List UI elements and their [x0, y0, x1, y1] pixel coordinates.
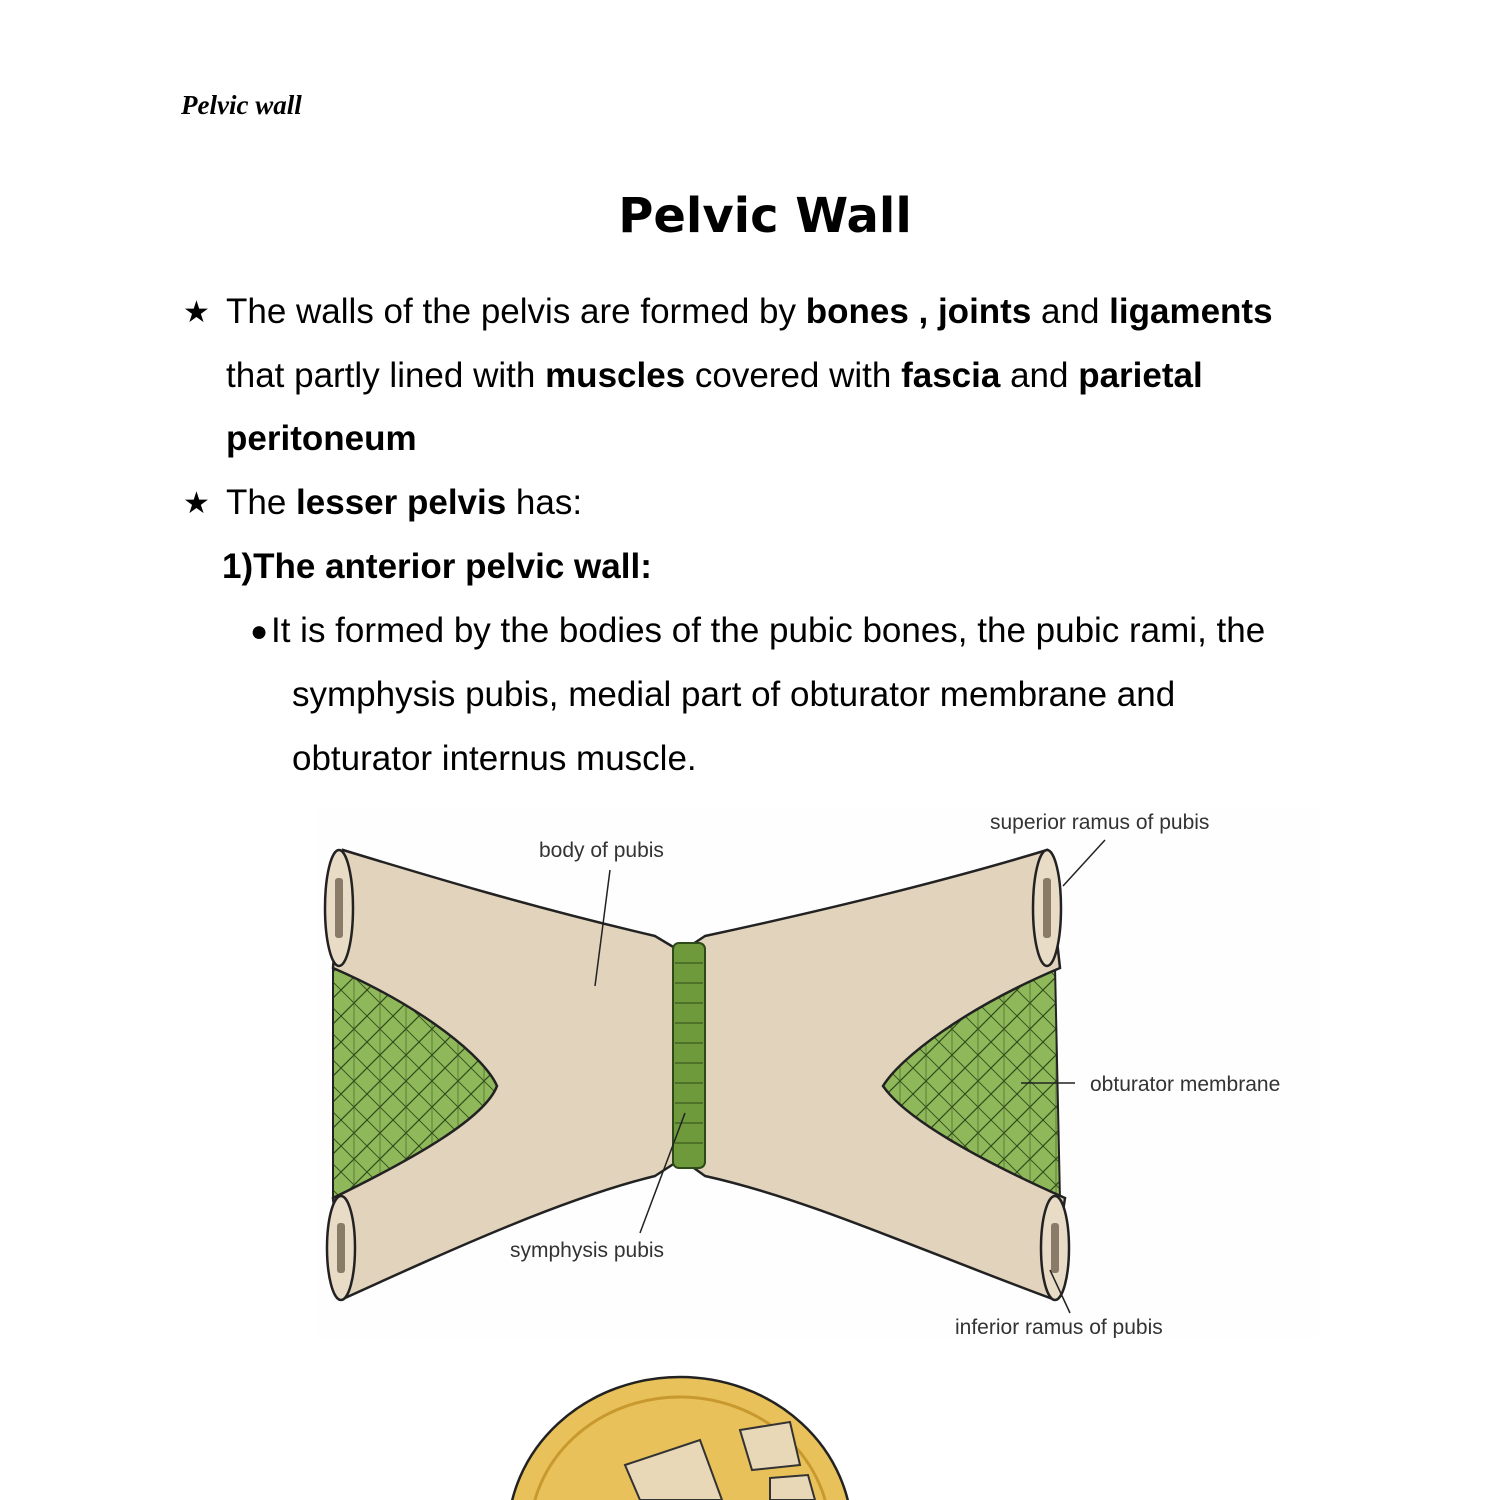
pelvis-section-illustration: [0, 1360, 1500, 1500]
label-obturator-membrane: obturator membrane: [1090, 1073, 1281, 1096]
pubic-bones-figure: [315, 808, 1319, 1338]
text-run: that partly lined with: [226, 356, 546, 395]
running-header: Pelvic wall: [181, 90, 302, 120]
bold-term: fascia: [901, 356, 1001, 395]
text-run: has:: [506, 483, 583, 522]
star-bullet-icon: ★: [183, 487, 210, 520]
bold-term: ligaments: [1109, 292, 1273, 331]
bold-term: parietal: [1078, 356, 1203, 395]
bold-term: bones , joints: [805, 292, 1032, 331]
bullet-1-line-2: [226, 356, 1203, 396]
text-run: and: [1031, 292, 1110, 331]
point-line-2: symphysis pubis, medial part of obturator membrane and: [292, 675, 1176, 714]
star-bullet-icon: ★: [183, 296, 210, 329]
dot-bullet-icon: ●: [250, 615, 269, 648]
page-title: Pelvic Wall: [618, 188, 912, 244]
bullet-2: [226, 483, 582, 523]
text-run: The: [226, 483, 297, 522]
point-line-1: It is formed by the bodies of the pubic bones, the pubic rami, the: [271, 611, 1266, 650]
bold-term: muscles: [545, 356, 686, 395]
text-run: and: [1000, 356, 1079, 395]
bullet-1-line-1: [226, 292, 1273, 332]
label-symphysis-pubis: symphysis pubis: [510, 1239, 665, 1262]
text-run: The walls of the pelvis are formed by: [226, 292, 806, 331]
pubic-bones-illustration: [315, 808, 1319, 1338]
section-heading: 1)The anterior pelvic wall:: [222, 547, 652, 586]
label-body-of-pubis: body of pubis: [539, 839, 664, 862]
text-run: covered with: [685, 356, 902, 395]
label-inferior-ramus: inferior ramus of pubis: [955, 1316, 1163, 1338]
section-bone-fragment: [770, 1475, 815, 1500]
bold-term: lesser pelvis: [296, 483, 507, 522]
label-superior-ramus: superior ramus of pubis: [990, 811, 1210, 834]
bold-term: peritoneum: [226, 419, 417, 458]
point-line-3: obturator internus muscle.: [292, 739, 697, 778]
bullet-1-line-3: [226, 419, 417, 459]
section-bone-fragment: [740, 1422, 800, 1470]
